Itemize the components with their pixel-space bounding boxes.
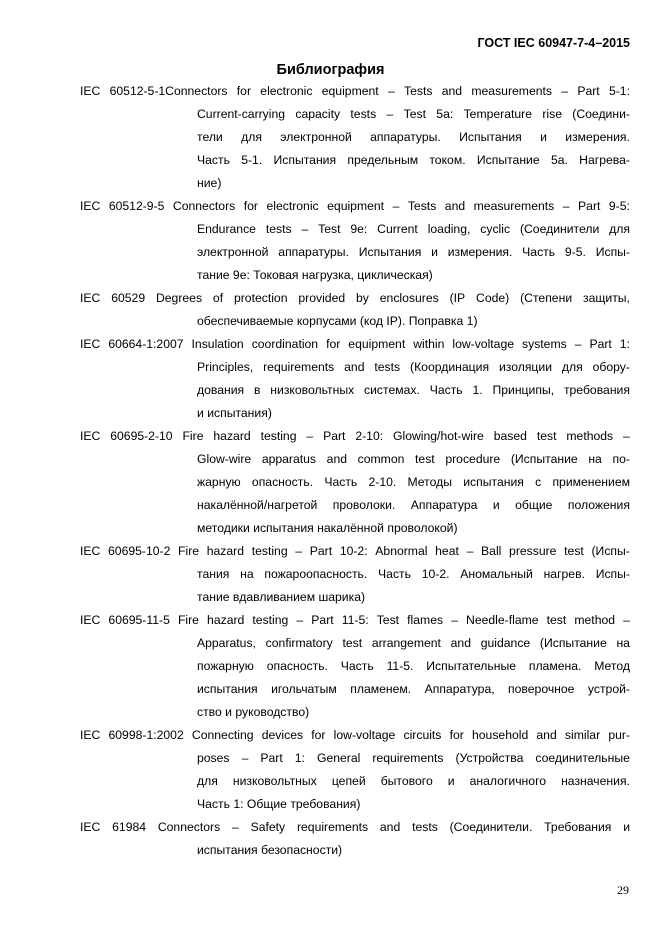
entry-line [80, 333, 630, 356]
entry-word: 60998-1:2002 [108, 728, 184, 742]
entry-word: током. [429, 153, 466, 167]
entry-word: низковольтных [232, 774, 317, 788]
entry-word: проволоки. [332, 498, 396, 512]
entry-word: на [588, 452, 602, 466]
entry-word: – [241, 751, 249, 765]
entry-word: Испытания [273, 153, 337, 167]
entry-word: Needle-flame [466, 613, 539, 627]
entry-word: method [574, 613, 616, 627]
entry-word: требования [563, 383, 630, 397]
entry-line [80, 724, 630, 747]
entry-word: Glowing/hot-wire [393, 429, 484, 443]
entry-word: пламенем. [350, 682, 412, 696]
entry-word: flames [407, 613, 444, 627]
entry-line [197, 103, 630, 126]
entry-word: 60512-5-1Connectors [109, 84, 228, 98]
entry-word: опасность. [251, 475, 314, 489]
entry-word: Часть 1: Общие требования) [197, 797, 361, 811]
entry-word: test [546, 613, 567, 627]
entry-word: защиты, [583, 291, 630, 305]
entry-word: поверочное [508, 682, 575, 696]
entry-word: – [386, 107, 394, 121]
entry-word: – [296, 613, 304, 627]
entry-word: Connecting [191, 728, 254, 742]
entry-word: requirements [296, 820, 369, 834]
entry-word: устрой- [587, 682, 630, 696]
entry-word: (Соединители. [449, 820, 533, 834]
entry-word: измерения. [565, 130, 630, 144]
entry-word: tests [374, 360, 401, 374]
entry-line [80, 425, 630, 448]
entry-word: capacity [295, 107, 341, 121]
entry-word: Part [577, 84, 600, 98]
entry-line [197, 448, 630, 471]
entry-word: systems [522, 337, 567, 351]
entry-word: Insulation [191, 337, 244, 351]
entry-word: на [240, 567, 254, 581]
entry-word: heat [435, 544, 459, 558]
entry-line [197, 770, 630, 793]
entry-word: на [616, 636, 630, 650]
entry-word: (Соединители [519, 222, 600, 236]
entry-word: – [623, 613, 630, 627]
entry-line [80, 816, 630, 839]
entry-word: Методы [407, 475, 453, 489]
entry-word: Safety [250, 820, 286, 834]
entry-word: 5-1: [608, 84, 630, 98]
bibliography-entry [80, 425, 630, 540]
entry-word: coordination [251, 337, 319, 351]
entry-word: 9-5. [564, 245, 586, 259]
bibliography-entry [80, 333, 630, 425]
entry-word: и [540, 130, 547, 144]
entry-line [197, 793, 630, 816]
bibliography-entry [80, 540, 630, 609]
entry-word: low-voltage [333, 728, 396, 742]
entry-line [197, 517, 630, 540]
entry-word: для [561, 360, 583, 374]
entry-word: накалённой/нагретой [197, 498, 318, 512]
entry-word: цепей [331, 774, 366, 788]
entry-word: test [415, 452, 435, 466]
entry-word: бытового [380, 774, 433, 788]
entry-word: General [316, 751, 361, 765]
entry-word: Часть [324, 475, 358, 489]
entry-word: пламена. [528, 659, 582, 673]
entry-word: test [536, 429, 557, 443]
entry-word: IEC [80, 544, 101, 558]
entry-word: пожароопасность. [264, 567, 368, 581]
entry-word: Часть [522, 245, 556, 259]
entry-line [197, 655, 630, 678]
entry-word: Аномальный [460, 567, 533, 581]
entry-word: Аппаратура [410, 498, 478, 512]
entry-word: обору- [592, 360, 630, 374]
entry-word: protection [233, 291, 288, 305]
entry-word: test [342, 636, 363, 650]
entry-word: в [253, 383, 261, 397]
entry-word: 1: [619, 337, 630, 351]
entry-word: обеспечиваемые корпусами (код IP). Поправка 1) [197, 314, 478, 328]
entry-word: arrangement [371, 636, 441, 650]
entry-word: of [212, 291, 224, 305]
entry-line [197, 586, 630, 609]
bibliography-entry [80, 609, 630, 724]
entry-word: жарную [197, 475, 241, 489]
entry-word: ние) [197, 176, 222, 190]
entry-word: 60695-10-2 [108, 544, 171, 558]
entry-word: Part [311, 613, 334, 627]
entry-word: test [564, 544, 584, 558]
entry-word: для [197, 774, 218, 788]
entry-word: procedure [445, 452, 501, 466]
entry-word: 2-10: [355, 429, 384, 443]
entry-word: и [431, 245, 438, 259]
entry-word: испытания [197, 682, 258, 696]
bibliography-entry [80, 80, 630, 195]
entry-word: Current [377, 222, 418, 236]
entry-word: household [471, 728, 529, 742]
entry-word: equipment [327, 199, 385, 213]
entry-word: based [493, 429, 527, 443]
entry-word: испытания [463, 475, 524, 489]
entry-word: аналогичного [469, 774, 547, 788]
entry-word: provided [298, 291, 346, 305]
entry-word: Part [309, 544, 333, 558]
entry-word: hazard [206, 544, 244, 558]
entry-word: requirements [372, 751, 444, 765]
entry-word: (Испы- [591, 544, 630, 558]
entry-word: for [449, 728, 464, 742]
entry-word: 9-5: [608, 199, 630, 213]
entry-word: электронной [280, 130, 352, 144]
entry-word: Endurance [197, 222, 256, 236]
bibliography-title: Библиография [276, 62, 385, 78]
entry-word: electronic [260, 84, 313, 98]
entry-word: 9e: [350, 222, 368, 236]
entry-word: and [379, 820, 401, 834]
entry-word: аппаратуры. [370, 130, 441, 144]
entry-line [197, 149, 630, 172]
entry-word: нагрев. [543, 567, 585, 581]
entry-word: pur- [608, 728, 630, 742]
entry-word: Apparatus, [197, 636, 256, 650]
entry-word: Часть [378, 567, 411, 581]
entry-word: devices [261, 728, 304, 742]
entry-word: IEC [80, 613, 101, 627]
entry-word: IEC [80, 291, 101, 305]
entry-word: poses [197, 751, 230, 765]
entry-word: Test [403, 107, 426, 121]
entry-line [197, 678, 630, 701]
entry-word: IEC [80, 429, 101, 443]
entry-word: – [295, 544, 303, 558]
entry-word: Current-carrying [197, 107, 286, 121]
entry-word: (IP [449, 291, 466, 305]
entry-word: hazard [213, 429, 251, 443]
entry-word: tests [412, 820, 438, 834]
entry-word: testing [252, 613, 289, 627]
entry-word: 5а. [550, 153, 568, 167]
entry-word: дования [197, 383, 245, 397]
entry-word: cyclic [480, 222, 511, 236]
entry-word: Fire [178, 544, 200, 558]
entry-word: 1: [294, 751, 305, 765]
entry-word: Часть [340, 659, 374, 673]
entry-word: тание 9е: Токовая нагрузка, циклическая) [197, 268, 433, 282]
entry-word: – [392, 199, 400, 213]
entry-word: – [301, 222, 309, 236]
entry-word: (Степени [520, 291, 573, 305]
entry-line [80, 609, 630, 632]
entry-word: 11-5: [341, 613, 369, 627]
entry-word: Метод [594, 659, 630, 673]
entry-word: тание вдавливанием шарика) [197, 590, 366, 604]
entry-word: similar [564, 728, 601, 742]
entry-line [197, 379, 630, 402]
entry-word: guidance [480, 636, 531, 650]
entry-word: Part [589, 337, 612, 351]
entry-word: – [561, 84, 569, 98]
entry-word: 10-2. [421, 567, 450, 581]
page-number: 29 [617, 883, 629, 897]
entry-word: Испытания [459, 130, 522, 144]
entry-line [197, 126, 630, 149]
entry-line [197, 241, 630, 264]
entry-word: 60512-9-5 [108, 199, 165, 213]
entry-word: measurements [473, 199, 555, 213]
entry-word: tests [265, 222, 292, 236]
entry-word: – [562, 199, 570, 213]
entry-line [197, 563, 630, 586]
entry-word: измерения. [447, 245, 513, 259]
entry-word: and [450, 636, 471, 650]
entry-word: equipment [348, 337, 406, 351]
entry-word: 10-2: [339, 544, 368, 558]
entry-word: Часть [197, 153, 230, 167]
entry-line [197, 356, 630, 379]
entry-line [197, 172, 630, 195]
entry-word: and [444, 199, 466, 213]
entry-word: measurements [471, 84, 552, 98]
entry-word: Part [578, 199, 601, 213]
entry-word: Испытания [358, 245, 422, 259]
entry-word: IEC [80, 820, 101, 834]
entry-line [197, 632, 630, 655]
entry-word: low-voltage [452, 337, 515, 351]
entry-word: тания [197, 567, 230, 581]
entry-word: ство и руководство) [197, 705, 310, 719]
entry-line [197, 839, 630, 862]
entry-word: and [344, 360, 365, 374]
entry-word: for [311, 728, 326, 742]
entry-word: Требования [544, 820, 612, 834]
entry-word: for [243, 199, 258, 213]
entry-word: electronic [266, 199, 319, 213]
entry-word: Fire [182, 429, 204, 443]
entry-word: опасность. [266, 659, 328, 673]
entry-word: by [356, 291, 369, 305]
entry-word: 60529 [111, 291, 146, 305]
entry-word: для [609, 222, 630, 236]
entry-word: (Координация [410, 360, 490, 374]
entry-word: Degrees [155, 291, 203, 305]
document-code-header: ГОСТ IEC 60947-7-4–2015 [477, 36, 630, 50]
entry-word: Испытательные [426, 659, 516, 673]
entry-word: электронной [197, 245, 269, 259]
entry-word: requirements [263, 360, 335, 374]
entry-word: 5-1. [241, 153, 263, 167]
entry-word: Аппаратура, [424, 682, 495, 696]
entry-word: положения [567, 498, 630, 512]
entry-word: testing [260, 429, 297, 443]
entry-word: – [451, 613, 458, 627]
entry-line [197, 747, 630, 770]
entry-word: enclosures [379, 291, 439, 305]
entry-word: игольчатым [271, 682, 337, 696]
entry-word: pressure [509, 544, 557, 558]
entry-word: тели [197, 130, 223, 144]
entry-word: – [231, 820, 239, 834]
entry-word: и [492, 498, 500, 512]
entry-word: rise [542, 107, 562, 121]
entry-word: and [441, 84, 463, 98]
entry-word: testing [251, 544, 288, 558]
entry-word: tests [350, 107, 377, 121]
entry-word: по- [612, 452, 630, 466]
entry-line [197, 310, 630, 333]
entry-word: общие [515, 498, 553, 512]
entry-word: низковольтных [270, 383, 355, 397]
entry-word: Испы- [595, 567, 630, 581]
entry-word: – [387, 84, 395, 98]
entry-word: within [413, 337, 445, 351]
entry-word: Temperature [463, 107, 532, 121]
entry-word: Fire [177, 613, 199, 627]
entry-word: hazard [207, 613, 245, 627]
entry-word: 2-10. [368, 475, 397, 489]
entry-word: – [623, 429, 630, 443]
entry-word: предельным [347, 153, 419, 167]
bibliography-entry [80, 724, 630, 816]
entry-word: IEC [80, 199, 101, 213]
entry-line [197, 218, 630, 241]
entry-word: Code) [476, 291, 510, 305]
entry-line [197, 701, 630, 724]
entry-word: назначения. [561, 774, 630, 788]
entry-word: 11-5. [386, 659, 414, 673]
entry-word: 60695-2-10 [110, 429, 173, 443]
entry-word: 61984 [112, 820, 147, 834]
bibliography-entry [80, 816, 630, 862]
entry-word: for [326, 337, 341, 351]
entry-word: пожарную [197, 659, 254, 673]
entry-word: equipment [321, 84, 379, 98]
entry-word: circuits [403, 728, 442, 742]
entry-line [197, 471, 630, 494]
entry-word: IEC [80, 337, 101, 351]
entry-word: изоляции [498, 360, 553, 374]
entry-word: Испы- [595, 245, 630, 259]
entry-line [197, 264, 630, 287]
entry-line [80, 287, 630, 310]
entry-word: Test [318, 222, 341, 236]
entry-word: системах. [364, 383, 420, 397]
bibliography-list [80, 80, 630, 862]
entry-word: IEC [80, 728, 101, 742]
entry-word: 60664-1:2007 [108, 337, 184, 351]
entry-word: – [574, 337, 582, 351]
entry-word: Нагрева- [579, 153, 630, 167]
entry-word: Test [376, 613, 400, 627]
entry-word: и испытания) [197, 406, 272, 420]
entry-word: Часть [429, 383, 463, 397]
entry-word: and [536, 728, 557, 742]
entry-word: Tests [404, 84, 433, 98]
entry-word: для [241, 130, 262, 144]
entry-word: for [236, 84, 252, 98]
entry-word: методики испытания накалённой проволокой) [197, 521, 458, 535]
entry-line [80, 80, 630, 103]
entry-word: (Испытание [510, 452, 578, 466]
entry-word: 60695-11-5 [108, 613, 170, 627]
entry-word: Connectors [172, 199, 236, 213]
entry-word: и [447, 774, 455, 788]
entry-word: Ball [481, 544, 502, 558]
entry-word: Glow-wire [197, 452, 252, 466]
entry-word: Принципы, [492, 383, 555, 397]
entry-word: methods [566, 429, 614, 443]
entry-word: аппаратуры. [278, 245, 349, 259]
entry-word: loading, [427, 222, 471, 236]
entry-word: 1. [472, 383, 483, 397]
entry-word: Tests [407, 199, 437, 213]
entry-word: (Устройства [455, 751, 524, 765]
entry-word: – [466, 544, 474, 558]
entry-word: – [306, 429, 314, 443]
entry-word: apparatus [261, 452, 317, 466]
entry-word: Connectors [157, 820, 221, 834]
entry-word: common [357, 452, 405, 466]
entry-word: IEC [80, 84, 101, 98]
entry-word: (Испытание [539, 636, 607, 650]
entry-line [80, 540, 630, 563]
bibliography-entry [80, 195, 630, 287]
entry-word: применением [552, 475, 630, 489]
entry-word: испытания безопасности) [197, 843, 343, 857]
entry-word: Испытание [476, 153, 540, 167]
entry-word: (Соедини- [572, 107, 630, 121]
entry-word: и [623, 820, 630, 834]
bibliography-entry [80, 287, 630, 333]
entry-word: с [535, 475, 542, 489]
entry-word: and [326, 452, 348, 466]
entry-word: соединительные [535, 751, 630, 765]
entry-word: 5a: [436, 107, 454, 121]
entry-line [80, 195, 630, 218]
entry-word: Part [323, 429, 346, 443]
entry-word: confirmatory [265, 636, 333, 650]
entry-word: Abnormal [375, 544, 428, 558]
entry-word: Part [260, 751, 283, 765]
entry-line [197, 402, 630, 425]
entry-line [197, 494, 630, 517]
entry-word: Principles, [197, 360, 254, 374]
